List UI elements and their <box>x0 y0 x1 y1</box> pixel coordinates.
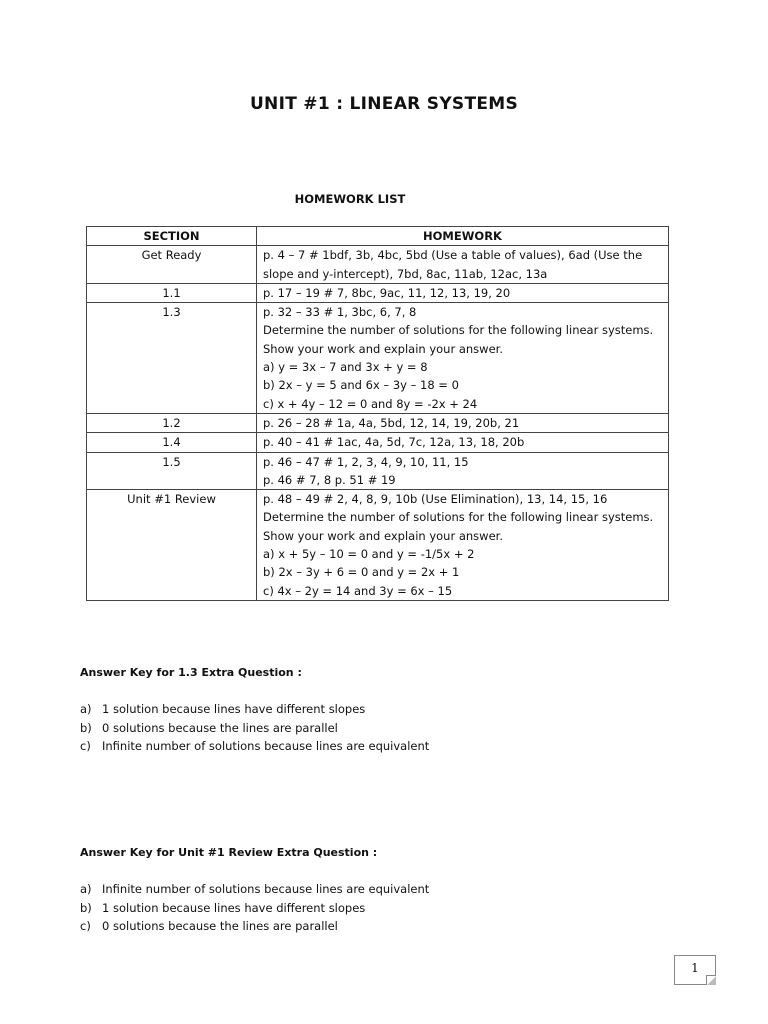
homework-line: p. 17 – 19 # 7, 8bc, 9ac, 11, 12, 13, 19, 20 <box>263 285 511 300</box>
section-cell: 1.3 <box>87 303 257 414</box>
page-title: UNIT #1 : LINEAR SYSTEMS <box>249 94 519 114</box>
homework-line: slope and y-intercept), 7bd, 8ac, 11ab, 12ac, 13a <box>263 266 548 281</box>
table-header-row <box>87 227 669 246</box>
homework-line: a) y = 3x – 7 and 3x + y = 8 <box>263 360 428 375</box>
homework-cell <box>257 433 669 452</box>
homework-cell <box>257 452 669 490</box>
page-curl-icon <box>706 975 716 985</box>
answer-key-1-title: Answer Key for 1.3 Extra Question : <box>80 666 302 679</box>
homework-line: p. 26 – 28 # 1a, 4a, 5bd, 12, 14, 19, 20b, 21 <box>263 415 520 430</box>
homework-cell <box>257 490 669 601</box>
homework-column-header: HOMEWORK <box>257 227 669 246</box>
table-row <box>87 452 669 490</box>
homework-line: Determine the number of solutions for the following linear systems. <box>263 510 654 525</box>
homework-line: Determine the number of solutions for the following linear systems. <box>263 323 654 338</box>
homework-line: Show your work and explain your answer. <box>263 341 503 356</box>
answer-key-2-list <box>80 880 429 936</box>
list-item <box>80 737 429 756</box>
answer-key-1-list <box>80 700 429 756</box>
homework-cell <box>257 413 669 432</box>
list-item <box>80 700 429 719</box>
item-marker: c) <box>80 919 91 933</box>
homework-line: c) x + 4y – 12 = 0 and 8y = -2x + 24 <box>263 396 478 411</box>
item-marker: b) <box>80 720 92 735</box>
item-text: Infinite number of solutions because lines are equivalent <box>102 739 430 753</box>
section-cell: Unit #1 Review <box>87 490 257 601</box>
homework-line: p. 32 – 33 # 1, 3bc, 6, 7, 8 <box>263 305 417 320</box>
homework-line: Show your work and explain your answer. <box>263 528 503 543</box>
list-item <box>80 899 429 918</box>
item-text: Infinite number of solutions because lines are equivalent <box>102 882 430 896</box>
homework-line: c) 4x – 2y = 14 and 3y = 6x – 15 <box>263 583 453 598</box>
table-row <box>87 433 669 452</box>
homework-table <box>86 226 669 601</box>
item-text: 0 solutions because the lines are parallel <box>102 919 338 933</box>
homework-line: p. 46 # 7, 8 p. 51 # 19 <box>263 472 396 487</box>
item-marker: a) <box>80 702 92 716</box>
homework-cell <box>257 303 669 414</box>
item-marker: b) <box>80 900 92 915</box>
homework-line: p. 46 – 47 # 1, 2, 3, 4, 9, 10, 11, 15 <box>263 454 469 469</box>
table-row <box>87 283 669 302</box>
homework-line: p. 48 – 49 # 2, 4, 8, 9, 10b (Use Elimination), 13, 14, 15, 16 <box>263 492 608 507</box>
table-row <box>87 303 669 414</box>
homework-line: b) 2x – y = 5 and 6x – 3y – 18 = 0 <box>263 378 459 393</box>
section-cell: 1.4 <box>87 433 257 452</box>
answer-key-2-title: Answer Key for Unit #1 Review Extra Question : <box>80 846 378 859</box>
section-cell: 1.5 <box>87 452 257 490</box>
section-cell: 1.2 <box>87 413 257 432</box>
section-column-header: SECTION <box>87 227 257 246</box>
page-number: 1 <box>691 961 699 975</box>
section-cell: 1.1 <box>87 283 257 302</box>
list-item <box>80 719 429 738</box>
homework-line: a) x + 5y – 10 = 0 and y = -1/5x + 2 <box>263 547 475 562</box>
homework-cell <box>257 246 669 284</box>
homework-list-heading: HOMEWORK LIST <box>294 192 406 206</box>
list-item <box>80 917 429 936</box>
item-marker: a) <box>80 882 92 896</box>
table-row <box>87 246 669 284</box>
homework-line: p. 40 – 41 # 1ac, 4a, 5d, 7c, 12a, 13, 18, 20b <box>263 435 525 450</box>
page-number-box <box>674 955 716 985</box>
section-cell: Get Ready <box>87 246 257 284</box>
item-marker: c) <box>80 739 91 753</box>
item-text: 1 solution because lines have different slopes <box>102 900 366 915</box>
item-text: 1 solution because lines have different slopes <box>102 702 366 716</box>
list-item <box>80 880 429 899</box>
homework-line: p. 4 – 7 # 1bdf, 3b, 4bc, 5bd (Use a table of values), 6ad (Use the <box>263 248 643 263</box>
item-text: 0 solutions because the lines are parallel <box>102 720 338 735</box>
table-row <box>87 490 669 601</box>
homework-cell <box>257 283 669 302</box>
homework-line: b) 2x – 3y + 6 = 0 and y = 2x + 1 <box>263 565 460 580</box>
table-row <box>87 413 669 432</box>
